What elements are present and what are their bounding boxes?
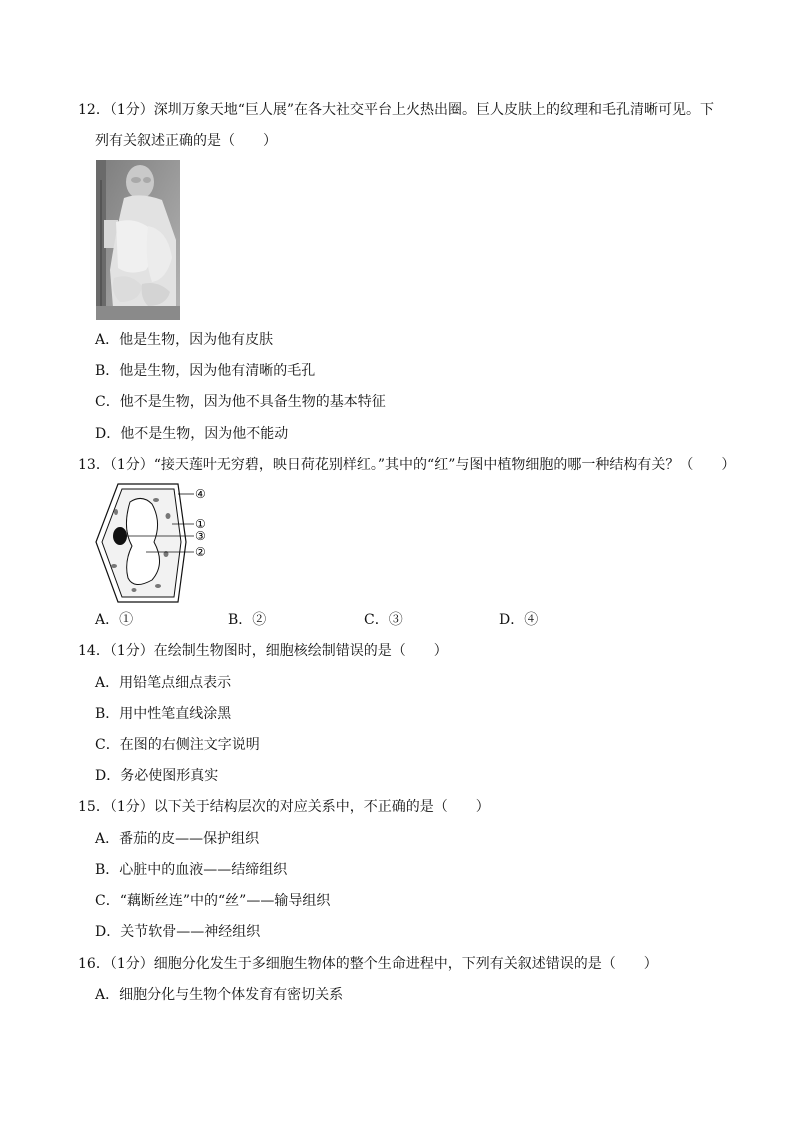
cell-label-4: ④: [195, 487, 206, 501]
question-15-stem: 15．（1分）以下关于结构层次的对应关系中，不正确的是（ ）: [78, 799, 490, 815]
question-13-option-b: B．②: [228, 612, 267, 628]
question-12-stem-continued: 列有关叙述正确的是（ ）: [95, 133, 277, 149]
question-13-stem: 13．（1分）“接天莲叶无穷碧，映日荷花别样红。”其中的“红”与图中植物细胞的哪一种结构有关？（ ）: [78, 457, 736, 473]
question-15-option-b: B．心脏中的血液——结缔组织: [95, 862, 288, 878]
question-12-option-d: D．他不是生物，因为他不能动: [95, 426, 289, 442]
question-16-stem: 16．（1分）细胞分化发生于多细胞生物体的整个生命进程中，下列有关叙述错误的是（ ）: [78, 956, 658, 972]
question-15-option-c: C．“藕断丝连”中的“丝”——输导组织: [95, 893, 331, 909]
question-13-option-d: D．④: [499, 612, 539, 628]
question-14-option-a: A．用铅笔点细点表示: [95, 675, 232, 691]
question-14-option-b: B．用中性笔直线涂黑: [95, 706, 232, 722]
question-13-option-a: A．①: [95, 612, 134, 628]
question-12-stem: 12．（1分）深圳万象天地“巨人展”在各大社交平台上火热出圈。巨人皮肤上的纹理和毛孔清晰可见。下: [78, 102, 715, 118]
question-15-option-d: D．关节软骨——神经组织: [95, 924, 261, 940]
giant-sculpture-photo: [96, 160, 180, 320]
question-14-option-d: D．务必使图形真实: [95, 768, 219, 784]
question-15-option-a: A．番茄的皮——保护组织: [95, 831, 260, 847]
question-12-option-a: A．他是生物，因为他有皮肤: [95, 332, 274, 348]
cell-label-1: ①: [195, 517, 206, 531]
question-12-option-c: C．他不是生物，因为他不具备生物的基本特征: [95, 394, 386, 410]
question-14-option-c: C．在图的右侧注文字说明: [95, 737, 260, 753]
question-16-option-a: A．细胞分化与生物个体发育有密切关系: [95, 987, 344, 1003]
question-12-option-b: B．他是生物，因为他有清晰的毛孔: [95, 363, 316, 379]
question-14-stem: 14．（1分）在绘制生物图时，细胞核绘制错误的是（ ）: [78, 643, 448, 659]
cell-label-2: ②: [195, 545, 206, 559]
question-13-option-c: C．③: [364, 612, 403, 628]
cell-label-3: ③: [195, 529, 206, 543]
plant-cell-diagram: [94, 482, 224, 604]
